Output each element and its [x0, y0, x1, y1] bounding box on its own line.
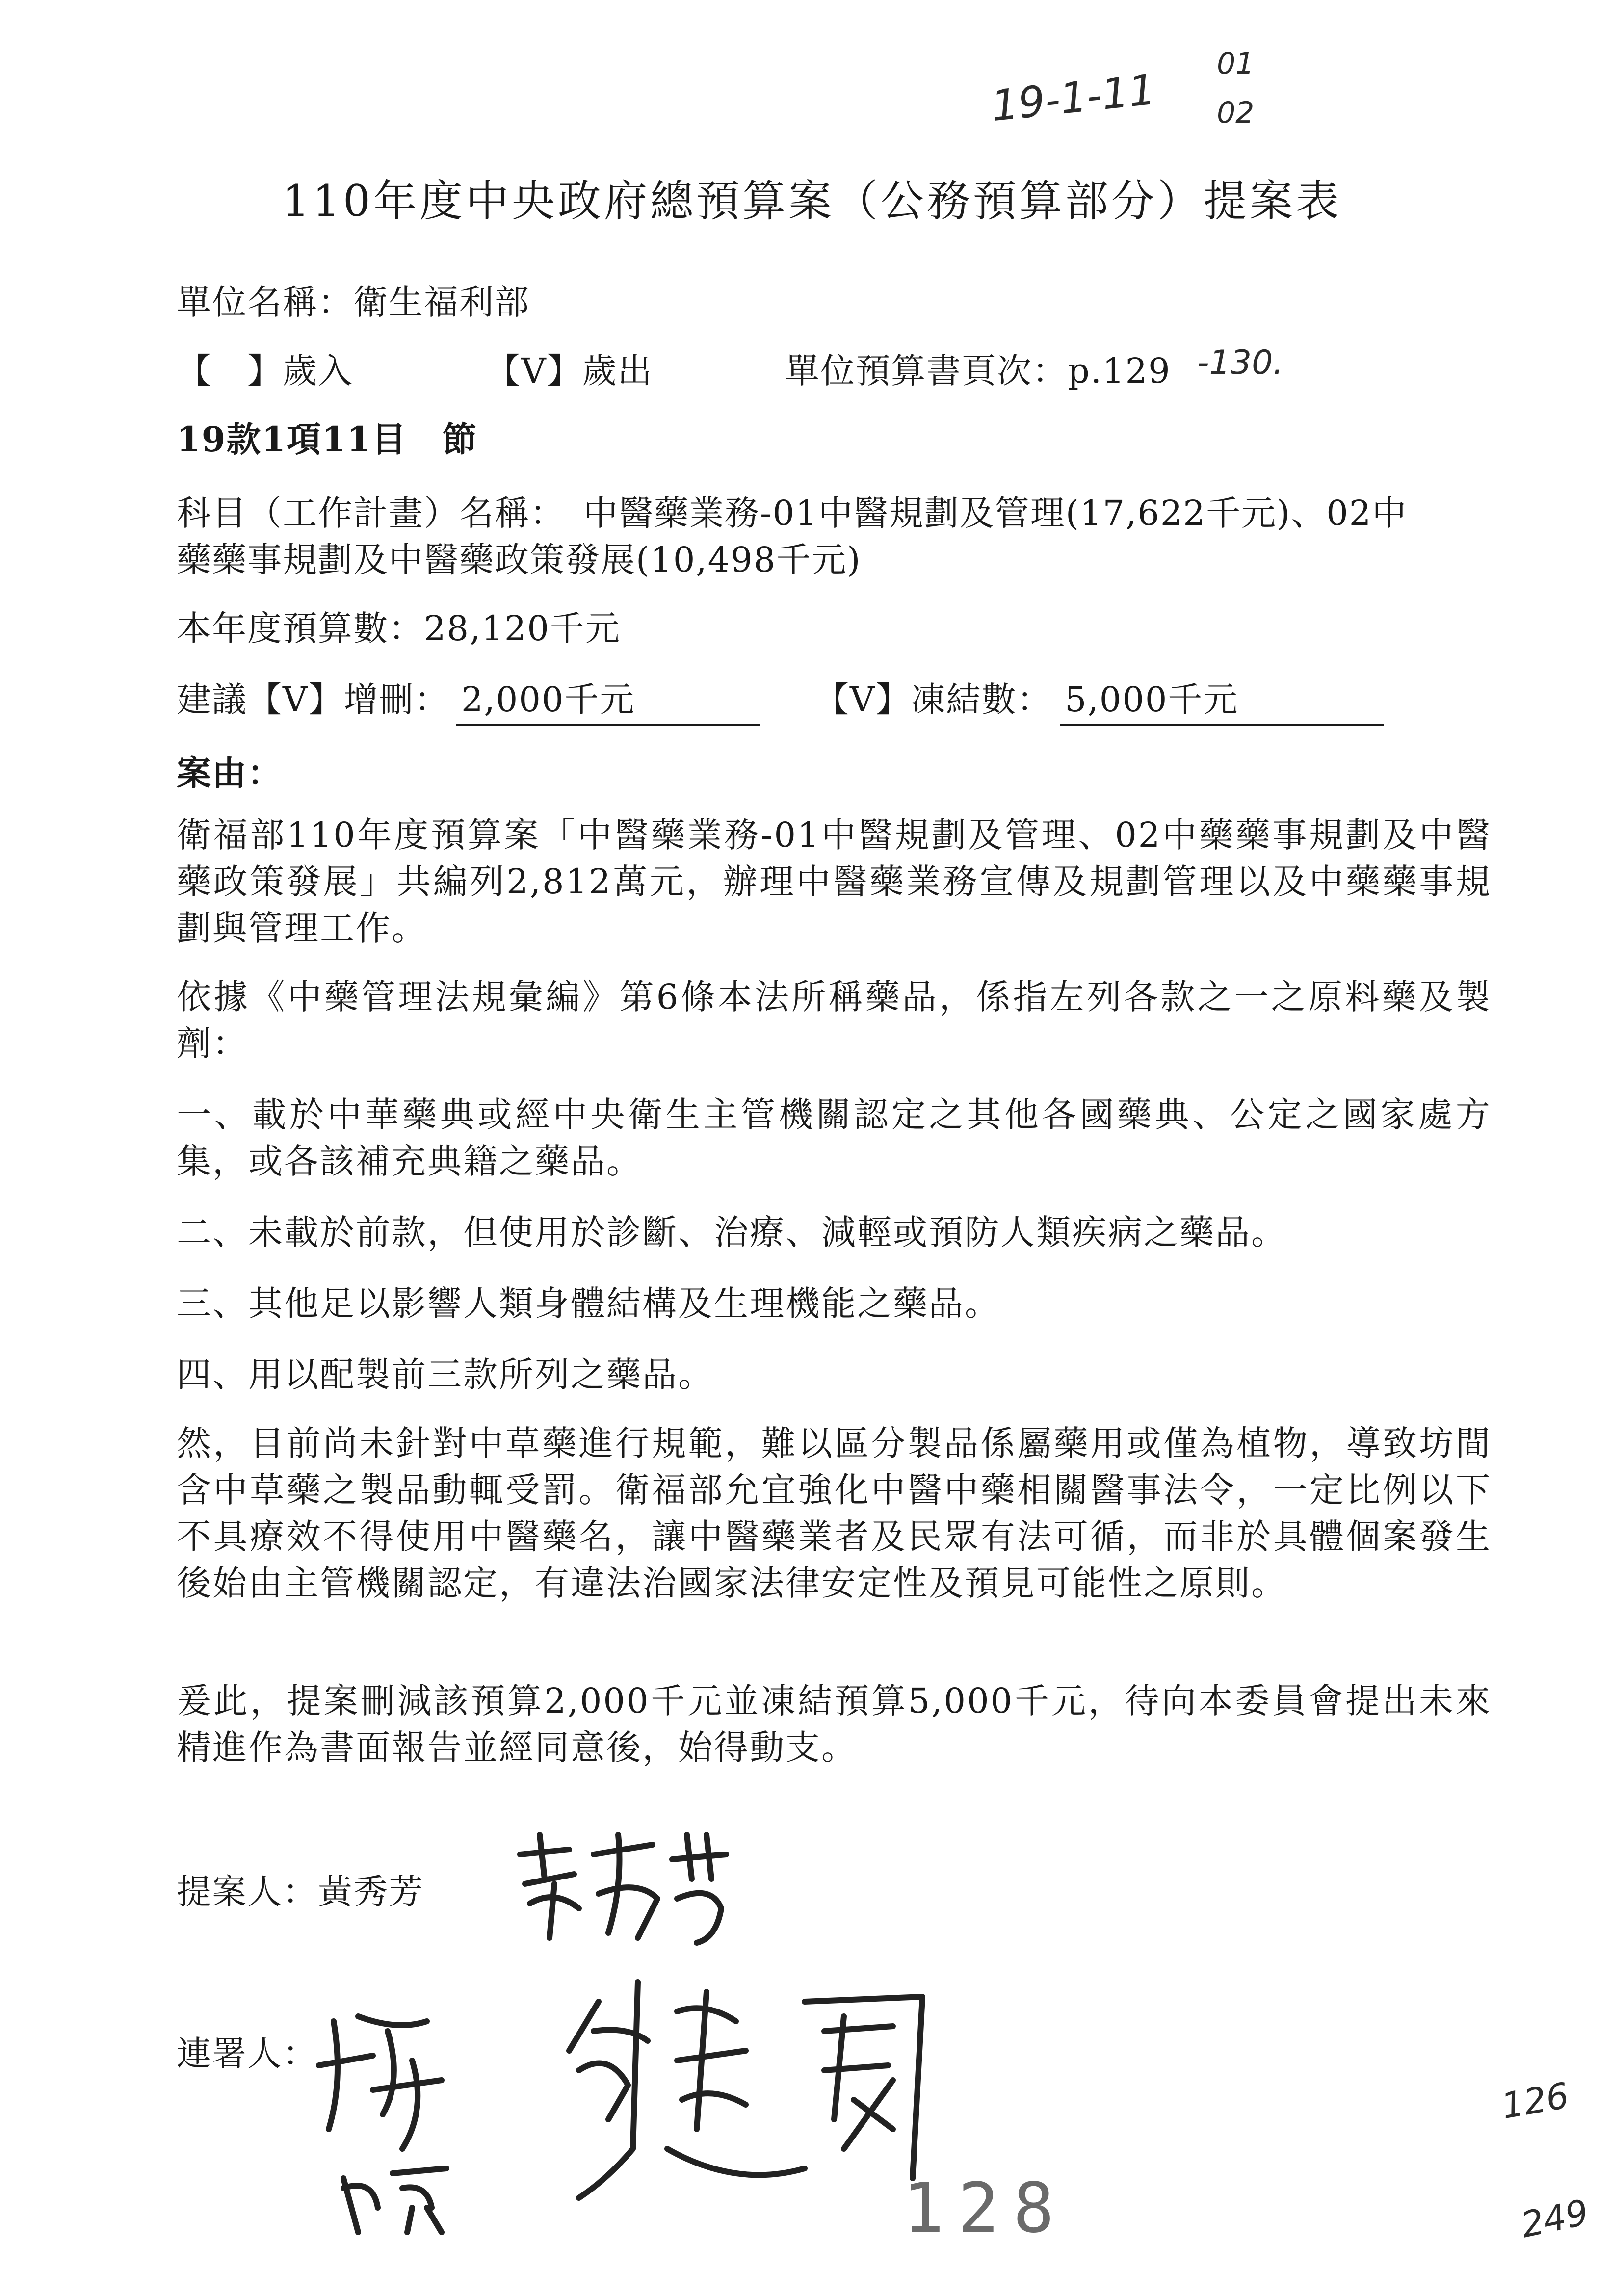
reason-paragraph-3: 一、載於中華藥典或經中央衛生主管機關認定之其他各國藥典、公定之國家處方集，或各該補充典籍之藥品。: [177, 1095, 1492, 1181]
freeze-amount-field: [1060, 672, 1393, 726]
reason-heading: 案由：: [177, 753, 283, 793]
reason-paragraph-4: 二、未載於前款，但使用於診斷、治療、減輕或預防人類疾病之藥品。: [177, 1212, 1287, 1252]
cut-amount: 2,000千元: [456, 672, 760, 726]
handwritten-date-note: 19-1-11: [989, 65, 1158, 131]
freeze-amount: 5,000千元: [1060, 672, 1384, 726]
cosigner-label: 連署人：: [177, 2034, 318, 2074]
proposer-signature: [510, 1825, 736, 1953]
subject-line-2: 藥藥事規劃及中醫藥政策發展(10,498千元): [177, 540, 862, 580]
reason-paragraph-6: 四、用以配製前三款所列之藥品。: [177, 1355, 714, 1395]
suggest-cut-label: 建議【V】增刪：: [177, 679, 450, 720]
reason-paragraph-8: 爰此，提案刪減該預算2,000千元並凍結預算5,000千元，待向本委員會提出未來精進作為書面報告並經同意後，始得動支。: [177, 1681, 1492, 1768]
cut-amount-field: [456, 672, 770, 726]
cosigner-signature-2: [550, 1972, 942, 2208]
page-reference: 單位預算書頁次：p.129: [785, 351, 1171, 391]
handwritten-corner-note-2: 249: [1517, 2191, 1592, 2246]
page-number: 128: [903, 2168, 1068, 2248]
handwritten-code-02: 02: [1217, 96, 1255, 130]
page-reference-handwritten: -130.: [1197, 343, 1283, 382]
cosigner-signature-1: [314, 2002, 461, 2237]
freeze-label: 【V】凍結數：: [814, 679, 1052, 720]
reason-paragraph-2: 依據《中藥管理法規彙編》第6條本法所稱藥品，係指左列各款之一之原料藥及製劑：: [177, 977, 1492, 1064]
unit-name: 單位名稱：衛生福利部: [177, 282, 530, 322]
reason-paragraph-5: 三、其他足以影響人類身體結構及生理機能之藥品。: [177, 1283, 1000, 1324]
proposer-label: 提案人：黃秀芳: [177, 1872, 424, 1912]
document-title: 110年度中央政府總預算案（公務預算部分）提案表: [282, 176, 1342, 226]
reason-paragraph-1: 衛福部110年度預算案「中醫藥業務-01中醫規劃及管理、02中藥藥事規劃及中醫藥政策發展」共編列2,812萬元，辦理中醫藥業務宣傳及規劃管理以及中藥藥事規劃與管理工作。: [177, 815, 1492, 948]
section-code: 19款1項11目 節: [177, 419, 478, 460]
revenue-checkbox-label: 【 】歲入: [177, 351, 353, 391]
handwritten-corner-note-1: 126: [1498, 2074, 1572, 2127]
budget-amount: 本年度預算數：28,120千元: [177, 608, 621, 649]
expense-checkbox-label: 【V】歲出: [486, 351, 653, 391]
subject-line-1: 科目（工作計畫）名稱： 中醫藥業務-01中醫規劃及管理(17,622千元)、02中: [177, 493, 1408, 533]
reason-paragraph-7: 然，目前尚未針對中草藥進行規範，難以區分製品係屬藥用或僅為植物，導致坊間含中草藥之製品動輒受罰。衛福部允宜強化中醫中藥相關醫事法令，一定比例以下不具療效不得使用中醫藥名，讓中醫藥業者及民眾有法可循，而非於具體個案發生後始由主管機關認定，有違法治國家法律安定性及預見可能性之原則。: [177, 1423, 1492, 1603]
handwritten-code-01: 01: [1217, 47, 1255, 81]
